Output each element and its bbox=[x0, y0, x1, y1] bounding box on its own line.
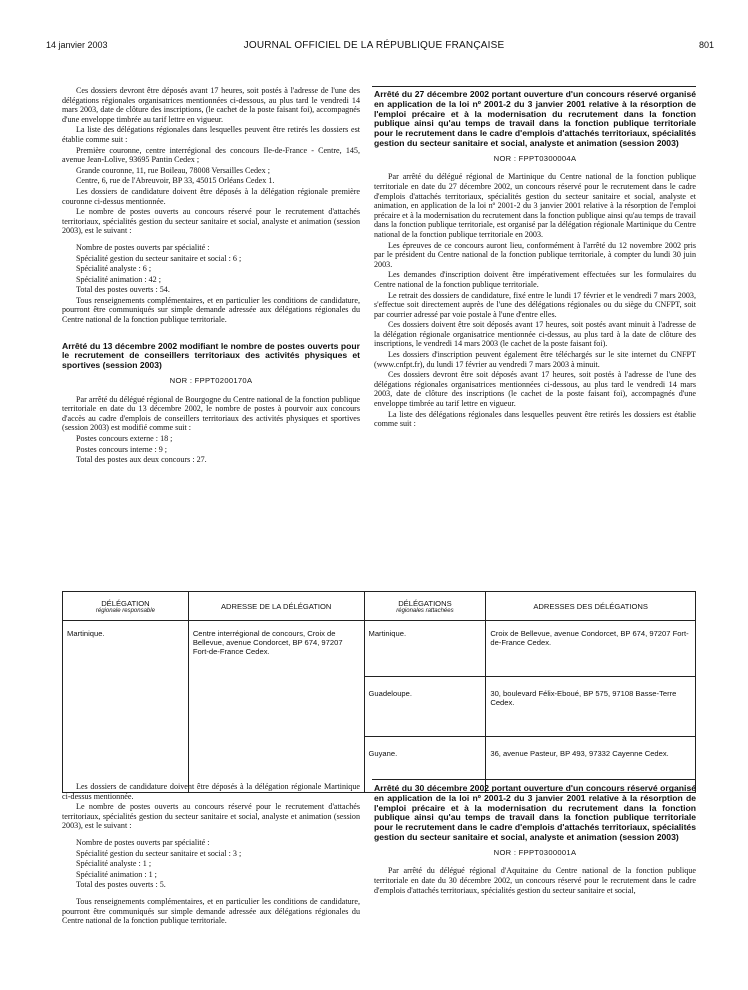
attached-delegation: Guadeloupe. bbox=[364, 677, 486, 737]
list-item: Total des postes ouverts : 54. bbox=[76, 285, 170, 295]
delegations-table bbox=[62, 591, 696, 793]
right-column-top bbox=[374, 90, 696, 430]
paragraph: La liste des délégations régionales dans lesquelles peuvent être retirés les dossiers est établie comme suit : bbox=[62, 125, 360, 144]
responsible-address: Centre interrégional de concours, Croix de Bellevue, avenue Condorcet, BP 674, 97207 Fort-de-France Cedex. bbox=[188, 621, 364, 793]
list-item: Total des postes aux deux concours : 27. bbox=[76, 455, 207, 465]
paragraph: Les dossiers d'inscription peuvent également être téléchargés sur le site internet du CNFPT (www.cnfpt.fr), du lundi 17 février au vendredi 7 mars 2003 à minuit. bbox=[374, 350, 696, 369]
attached-address: 30, boulevard Félix-Eboué, BP 575, 97108 Basse-Terre Cedex. bbox=[486, 677, 696, 737]
arrete-title: Arrêté du 13 décembre 2002 modifiant le nombre de postes ouverts pour le recrutement de conseillers territoriaux des activités physiques et sportives (session 2003) bbox=[62, 340, 360, 371]
attached-address: 36, avenue Pasteur, BP 493, 97332 Cayenne Cedex. bbox=[486, 737, 696, 793]
list-item: Spécialité gestion du secteur sanitaire et social : 3 ; bbox=[76, 848, 242, 858]
paragraph: Les dossiers de candidature doivent être déposés à la délégation régionale première couronne ci-dessus mentionnée. bbox=[62, 186, 360, 206]
attached-address: Croix de Bellevue, avenue Condorcet, BP 674, 97207 Fort-de-France Cedex. bbox=[486, 621, 696, 677]
table-row bbox=[63, 621, 696, 677]
paragraph: Ces dossiers doivent être soit déposés avant 17 heures, soit postés avant minuit à l'adresse de la délégation régionale organisatrice mentionnée ci-dessus, au plus tard à la date de clôture des inscriptions, le vendredi 14 mars 2003 (le cachet de la poste faisant foi). bbox=[374, 320, 696, 349]
column-header: ADRESSE DE LA DÉLÉGATION bbox=[188, 592, 364, 621]
list-item: Nombre de postes ouverts par spécialité : bbox=[76, 242, 210, 252]
paragraph: Grande couronne, 11, rue Boileau, 78008 Versailles Cedex ; bbox=[76, 165, 270, 175]
paragraph: Le retrait des dossiers de candidature, fixé entre le lundi 17 février et le vendredi 7 mars 2003, s'effectue soit directement auprès de l'une des délégations régionales ou du siège du CNFPT, soit par courrier adressé par voie postale à l'une d'entre elles. bbox=[374, 290, 696, 319]
column-header: DÉLÉGATION régionale responsable bbox=[63, 592, 189, 621]
arrete-title: Arrêté du 30 décembre 2002 portant ouverture d'un concours réservé organisé en application de la loi nº 2001-2 du 3 janvier 2001 relative à la résorption de l'emploi précaire et à la modernisation du recrutement dans la fonction publique ainsi qu'au temps de travail dans la fonction publique territoriale pour le recrutement dans le cadre d'emplois d'attachés territoriaux, spécialités gestion du secteur sanitaire et social, analyste et animation (session 2003) bbox=[374, 783, 696, 842]
page-header bbox=[0, 40, 748, 54]
paragraph: Tous renseignements complémentaires, et en particulier les conditions de candidature, pourront être communiqués sur simple demande adressée aux délégations régionales du Centre national de la fonction publique territoriale. bbox=[62, 896, 360, 926]
column-header: DÉLÉGATIONS régionales rattachées bbox=[364, 592, 486, 621]
paragraph: Ces dossiers devront être soit déposés avant 17 heures, soit postés à l'adresse de l'une des délégations régionales organisatrices mentionnées ci-dessous, au plus tard le vendredi 14 mars 2003, date de clôture des inscriptions (le cachet de la poste faisant foi), accompagnés d'une enveloppe timbrée au tarif lettre en vigueur. bbox=[374, 370, 696, 409]
responsible-delegation: Martinique. bbox=[63, 621, 189, 793]
list-item: Spécialité animation : 42 ; bbox=[76, 274, 161, 284]
list-item: Spécialité analyste : 1 ; bbox=[76, 859, 152, 869]
arrete-title: Arrêté du 27 décembre 2002 portant ouverture d'un concours réservé organisé en application de la loi nº 2001-2 du 3 janvier 2001 relative à la résorption de l'emploi précaire et à la modernisation du recrutement dans la fonction publique ainsi qu'au temps de travail dans la fonction publique territoriale pour le recrutement dans le cadre d'emplois d'attachés territoriaux, spécialités gestion du secteur sanitaire et social, analyste et animation (session 2003) bbox=[374, 89, 696, 148]
attached-delegation: Guyane. bbox=[364, 737, 486, 793]
list-item: Spécialité animation : 1 ; bbox=[76, 869, 157, 879]
list-item: Nombre de postes ouverts par spécialité : bbox=[76, 837, 210, 847]
list-item: Spécialité gestion du secteur sanitaire et social : 6 ; bbox=[76, 253, 242, 263]
paragraph: Centre, 6, rue de l'Abreuvoir, BP 33, 45015 Orléans Cedex 1. bbox=[76, 176, 275, 186]
list-item: Spécialité analyste : 6 ; bbox=[76, 264, 152, 274]
header-date: 14 janvier 2003 bbox=[46, 40, 108, 50]
column-header: ADRESSES DES DÉLÉGATIONS bbox=[486, 592, 696, 621]
page-number: 801 bbox=[698, 40, 714, 50]
right-column-bottom bbox=[374, 784, 696, 896]
paragraph: Tous renseignements complémentaires, et en particulier les conditions de candidature, pourront être communiqués sur simple demande adressée aux délégations régionales du Centre national de la fonction publique territoriale. bbox=[62, 295, 360, 325]
list-item: Postes concours externe : 18 ; bbox=[76, 434, 173, 444]
nor-reference: NOR : FPPT0300004A bbox=[493, 153, 577, 163]
paragraph: Les épreuves de ce concours auront lieu, conformément à l'arrêté du 12 novembre 2002 pris par le président du Centre national de la fonction publique territoriale, à compter du lundi 30 juin 2003. bbox=[374, 240, 696, 269]
paragraph: La liste des délégations régionales dans lesquelles peuvent être retirés les dossiers est établie comme suit : bbox=[374, 409, 696, 429]
journal-title: JOURNAL OFFICIEL DE LA RÉPUBLIQUE FRANÇAISE bbox=[243, 40, 505, 51]
paragraph: Par arrêté du délégué régional d'Aquitaine du Centre national de la fonction publique territoriale en date du 30 décembre 2002, un concours réservé pour le recrutement dans le cadre d'emplois d'attachés territoriaux, spécialités gestion du secteur sanitaire et social, bbox=[374, 866, 696, 895]
paragraph: Ces dossiers devront être déposés avant 17 heures, soit postés à l'adresse de l'une des délégations régionales organisatrices mentionnées ci-dessous, au plus tard le vendredi 14 mars 2003, date de clôture des inscriptions, (le cachet de la poste faisant foi), accompagnés d'une enveloppe timbrée au tarif lettre en vigueur. bbox=[62, 86, 360, 124]
paragraph: Les demandes d'inscription doivent être impérativement effectuées sur les formulaires du Centre national de la fonction publique territoriale. bbox=[374, 270, 696, 289]
nor-reference: NOR : FPPT0200170A bbox=[169, 376, 253, 386]
paragraph: Les dossiers de candidature doivent être déposés à la délégation régionale Martinique ci-dessus mentionnée. bbox=[62, 782, 360, 801]
paragraph: Le nombre de postes ouverts au concours réservé pour le recrutement d'attachés territoriaux, spécialités gestion du secteur sanitaire et social, analyste et animation (session 2003), est le suivant : bbox=[62, 802, 360, 831]
paragraph: Par arrêté du délégué régional de Martinique du Centre national de la fonction publique territoriale en date du 27 décembre 2002, un concours réservé pour le recrutement dans le cadre d'emplois d'attachés territoriaux, spécialités gestion du secteur sanitaire et social, analyste et animation, en application de la loi nº 2001-2 du 3 janvier 2001 relative à la résorption de l'emploi précaire et à la modernisation du recrutement dans la fonction publique ainsi qu'au temps de travail dans la fonction publique territoriale, est organisé par la délégation régionale Martinique du Centre national de la fonction publique territoriale en 2003. bbox=[374, 172, 696, 239]
attached-delegation: Martinique. bbox=[364, 621, 486, 677]
list-item: Total des postes ouverts : 5. bbox=[76, 880, 166, 890]
paragraph: Le nombre de postes ouverts au concours réservé pour le recrutement d'attachés territoriaux, spécialités gestion du secteur sanitaire et social, analyste et animation (session 2003), est le suivant : bbox=[62, 207, 360, 236]
divider bbox=[372, 86, 696, 87]
left-column-bottom bbox=[62, 782, 360, 927]
nor-reference: NOR : FPPT0300001A bbox=[493, 847, 577, 857]
table-header-row bbox=[63, 592, 696, 621]
list-item: Postes concours interne : 9 ; bbox=[76, 444, 168, 454]
divider bbox=[372, 779, 696, 780]
paragraph: Par arrêté du délégué régional de Bourgogne du Centre national de la fonction publique territoriale en date du 13 décembre 2002, le nombre de postes à pourvoir aux concours d'accès au cadre d'emplois de conseillers territoriaux des activités physiques et sportives (session 2003) est modifié comme suit : bbox=[62, 394, 360, 433]
left-column-top bbox=[62, 86, 360, 466]
paragraph: Première couronne, centre interrégional des concours Ile-de-France - Centre, 145, avenue Jean-Lolive, 93695 Pantin Cedex ; bbox=[62, 145, 360, 165]
